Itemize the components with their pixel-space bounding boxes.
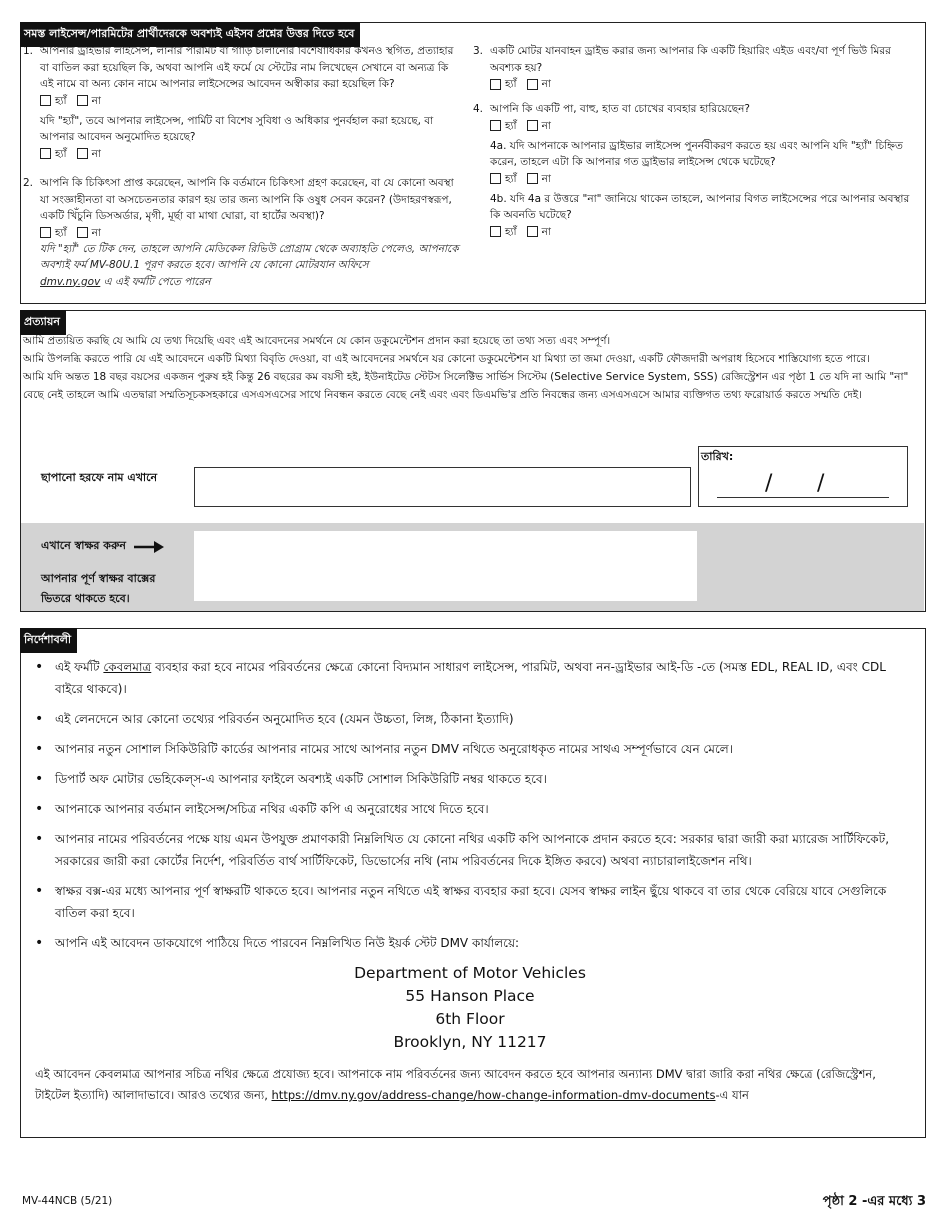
question-4-options: [490, 118, 913, 134]
instruction-1-post: ব্যবহার করা হবে নামের পরিবর্তনের ক্ষেত্রে কোনো বিদ্যমান সাধারণ লাইসেন্স, পারমিট, অথবা নন-ড্রাইভার আই-ডি -তে (সমস্ত EDL, REAL ID, এবং CDL বাইরে থাকবে)।: [55, 660, 886, 696]
question-3-number: 3.: [473, 45, 484, 57]
signature-box[interactable]: [194, 531, 697, 601]
footer-note-end: -এ যান: [715, 1088, 749, 1102]
instructions-list: [35, 656, 905, 1106]
q4a-no-checkbox[interactable]: [527, 173, 538, 184]
instructions-footer-note: [35, 1064, 905, 1106]
instruction-8-text: আপনি এই আবেদন ডাকযোগে পাঠিয়ে দিতে পারবেন নিম্নলিখিত নিউ ইয়র্ক স্টেট DMV কার্যালয়ে:: [55, 936, 520, 950]
bullet: •: [35, 883, 44, 899]
dmv-info-link[interactable]: https://dmv.ny.gov/address-change/how-change-information-dmv-documents: [271, 1088, 716, 1102]
questions-section: [20, 22, 926, 304]
q4a-yes-label: হ্যাঁ: [505, 172, 517, 185]
address-line: Department of Motor Vehicles: [354, 964, 586, 982]
instruction-6-text: আপনার নামের পরিবর্তনের পক্ষে যায় এমন উপযুক্ত প্রমাণকারী নিম্নলিখিত যে কোনো নথির একটি কপি আপনাকে প্রদান করতে হবে: সরকার দ্বারা জারী করা ম্যারেজ সার্টিফিকেট, সরকারের জারী করা কোর্টের নির্দেশ, পরিবর্তিত বার্থ সার্টিফিকেট, ডিভোর্সের নথি (নাম পরিবর্তনের দিকে ইঙ্গিত করবে) অথবা ন্যাচারালাইজেশন নথি।: [55, 832, 890, 868]
question-4: [473, 101, 913, 240]
dmv-link[interactable]: dmv.ny.gov: [40, 275, 101, 288]
bullet: •: [35, 741, 44, 757]
question-2-options: [40, 225, 463, 241]
q4-yes-checkbox[interactable]: [490, 120, 501, 131]
q4b-no-label: না: [541, 225, 551, 238]
q4-yes-label: হ্যাঁ: [505, 119, 517, 132]
instruction-3-text: আপনার নতুন সোশাল সিকিউরিটি কার্ডের আপনার নামের সাথে আপনার নতুন DMV নথিতে অনুরোধকৃত নামের সাথএ সম্পূর্ণভাবে যেন মেলে।: [55, 742, 734, 756]
signature-area: [21, 523, 924, 611]
mailing-address: [35, 962, 905, 1054]
instruction-1-text: [55, 656, 905, 700]
question-3-options: [490, 76, 913, 92]
instruction-5-text: আপনাকে আপনার বর্তমান লাইসেন্স/সচিত্র নথির একটি কপি এ অনুরোধের সাথে দিতে হবে।: [55, 802, 489, 816]
q1-no-label: না: [91, 94, 101, 107]
q1f-yes-checkbox[interactable]: [40, 148, 51, 159]
question-2: [23, 175, 463, 290]
form-id: MV-44NCB (5/21): [22, 1195, 113, 1207]
q2-no-checkbox[interactable]: [77, 227, 88, 238]
q2-note-text: যদি "হ্যাঁ" তে টিক দেন, তাহলে আপনি মেডিকেল রিভিউ প্রোগ্রাম থেকে অব্যাহতি পেলেও, আপনাকে অবশ্যই ফর্ম MV-80U.1 পূরণ করতে হবে। আপনি যে কোনো মোটরযান অফিসে: [40, 242, 459, 271]
attestation-text: [23, 332, 921, 404]
question-2-number: 2.: [23, 177, 34, 189]
q3-yes-checkbox[interactable]: [490, 79, 501, 90]
instruction-6: [35, 828, 905, 872]
q1-yes-label: হ্যাঁ: [55, 94, 67, 107]
question-1-number: 1.: [23, 45, 34, 57]
instruction-4: [35, 768, 905, 790]
q4a-yes-checkbox[interactable]: [490, 173, 501, 184]
bullet: •: [35, 711, 44, 727]
instruction-7-text: স্বাক্ষর বক্স-এর মধ্যে আপনার পূর্ণ স্বাক্ষরটি থাকতে হবে। আপনার নতুন নথিতে এই স্বাক্ষর ব্যবহার করা হবে। যেসব স্বাক্ষর লাইন ছুঁয়ে থাকবে বা তার থেকে বেরিয়ে যাবে সেগুলিকে বাতিল করা হবে।: [55, 884, 887, 920]
address-line: 55 Hanson Place: [405, 987, 535, 1005]
q4b-yes-label: হ্যাঁ: [505, 225, 517, 238]
question-4b-text: 4b. যদি 4a র উত্তরে "না" জানিয়ে থাকেন তাহলে, আপনার বিগত লাইসেন্সের পরে আপনার অবস্থার কি অবনতি ঘটেছে?: [490, 192, 910, 221]
address-line: Brooklyn, NY 11217: [393, 1033, 547, 1051]
arrow-right-icon: [134, 541, 164, 553]
page-number: পৃষ্ঠা 2 -এর মধ্যে 3: [822, 1194, 926, 1209]
instruction-1-emphasis: কেবলমাত্র: [103, 660, 152, 674]
q4a-no-label: না: [541, 172, 551, 185]
question-4a-text: 4a. যদি আপনাকে আপনার ড্রাইভার লাইসেন্স পুনর্নবীকরণ করতে হয় এবং আপনি যদি "হ্যাঁ" চিহ্নিত করেন, তাহলে এটা কি আপনার গত ড্রাইভার লাইসেন্স থেকে ঘটেছে?: [490, 139, 903, 168]
question-1-options: [40, 93, 463, 109]
question-3: [473, 43, 913, 92]
date-underline: [717, 497, 889, 498]
instruction-7: [35, 880, 905, 924]
instruction-5: [35, 798, 905, 820]
instruction-2: [35, 708, 905, 730]
q3-no-checkbox[interactable]: [527, 79, 538, 90]
q4-no-checkbox[interactable]: [527, 120, 538, 131]
question-4-text: আপনি কি একটি পা, বাহু, হাত বা চোখের ব্যবহার হারিয়েছেন?: [490, 103, 750, 115]
question-3-text: একটি মোটর যানবাহন ড্রাইভ করার জন্য আপনার কি একটি হিয়ারিং এইড এবং/বা পূর্ণ ভিউ মিরর অবশ্যক হয়?: [490, 45, 891, 74]
question-2-text: আপনি কি চিকিৎসা প্রাপ্ত করেছেন, আপনি কি বর্তমানে চিকিৎসা গ্রহণ করেছেন, বা যে কোনো অবস্থা যা সংজ্ঞাহীনতা বা অসচেতনতার কারণ হয় তার জন্য আপনি কি ওষুধ সেবন করেন? (উদাহরণস্বরূপ, একটি খিঁচুনি ডিসঅর্ডার, মৃগী, মূর্ছা বা মাথা ঘোরা, বা হার্টের অবস্থা)?: [40, 177, 454, 222]
bullet: •: [35, 935, 44, 951]
q1f-no-checkbox[interactable]: [77, 148, 88, 159]
instructions-header: নির্দেশাবলী: [20, 628, 77, 653]
instructions-section: [20, 628, 926, 1138]
q4b-no-checkbox[interactable]: [527, 226, 538, 237]
q2-yes-label: হ্যাঁ: [55, 226, 67, 239]
q2-no-label: না: [91, 226, 101, 239]
sign-here-label: [41, 537, 164, 556]
question-1-followup-options: [40, 146, 463, 162]
instruction-2-text: এই লেনদেনে আর কোনো তথ্যের পরিবর্তন অনুমোদিত হবে (যেমন উচ্চতা, লিঙ্গ, ঠিকানা ইত্যাদি): [55, 712, 514, 726]
questions-header: সমস্ত লাইসেন্স/পারমিটের প্রার্থীদেরকে অবশ্যই এইসব প্রশ্নের উত্তর দিতে হবে: [20, 22, 360, 47]
bullet: •: [35, 831, 44, 847]
instruction-8: [35, 932, 905, 954]
q1-yes-checkbox[interactable]: [40, 95, 51, 106]
attestation-p2: আমি উপলব্ধি করতে পারি যে এই আবেদনে একটি মিথ্যা বিবৃতি দেওয়া, বা এই আবেদনের সমর্থনে যর কোনো ডকুমেন্টেশন যা মিথ্যা তা জমা দেওয়া, একটি ফৌজদারী অপরাধ হিসেবে শাস্তিযোগ্য হতে পারে।: [23, 353, 870, 365]
q4-no-label: না: [541, 119, 551, 132]
question-1: [23, 43, 463, 162]
date-separator-1: /: [765, 471, 773, 496]
attestation-section: [20, 310, 926, 612]
q1f-no-label: না: [91, 147, 101, 160]
attestation-p1: আমি প্রত্যয়িত করছি যে আমি যে তথ্য দিয়েছি এবং এই আবেদনের সমর্থনে যে কোন ডকুমেন্টেশন প্রদান করা হয়েছে তা তথ্য সত্য এবং সম্পূর্ণ।: [23, 335, 611, 347]
q3-yes-label: হ্যাঁ: [505, 78, 517, 90]
question-1-followup: যদি "হ্যাঁ", তবে আপনার লাইসেন্স, পার্মিট বা বিশেষ সুবিধা ও অধিকার পুনর্বহাল করা হয়েছে, বা আপনার আবেদন অনুমোদিত হয়েছে?: [40, 114, 434, 143]
bullet: •: [35, 771, 44, 787]
attestation-header: প্রত্যায়ন: [20, 310, 66, 335]
question-4b-options: [490, 224, 913, 240]
q3-no-label: না: [541, 78, 551, 90]
q1-no-checkbox[interactable]: [77, 95, 88, 106]
date-field[interactable]: [698, 446, 908, 507]
q2-note-end: এ এই ফর্মটি পেতে পারেন: [100, 275, 211, 288]
date-separator-2: /: [817, 471, 825, 496]
instruction-1: [35, 656, 905, 700]
instruction-4-text: ডিপার্ট অফ মোটার ভেহিকেল্স-এ আপনার ফাইলে অবশ্যই একটি সোশাল সিকিউরিটি নম্বর থাকতে হবে।: [55, 772, 547, 786]
instruction-1-pre: এই ফর্মটি: [55, 660, 104, 674]
address-line: 6th Floor: [435, 1010, 505, 1028]
instruction-3: [35, 738, 905, 760]
signature-note: আপনার পূর্ণ স্বাক্ষর বাক্সের ভিতরে থাকতে হবে।: [41, 572, 156, 605]
bullet: •: [35, 801, 44, 817]
question-4-number: 4.: [473, 103, 484, 115]
date-label: তারিখ:: [701, 450, 734, 463]
question-4a-options: [490, 171, 913, 187]
sign-here-text: এখানে স্বাক্ষর করুন: [41, 539, 126, 552]
bullet: •: [35, 659, 44, 675]
q1f-yes-label: হ্যাঁ: [55, 147, 67, 160]
print-name-input[interactable]: [194, 467, 691, 507]
footer-note-text: এই আবেদন কেবলমাত্র আপনার সচিত্র নথির ক্ষেত্রে প্রযোজ্য হবে। আপনাকে নাম পরিবর্তনের জন্য আবেদন করতে হবে আপনার অন্যান্য DMV দ্বারা জারি করা নথির ক্ষেত্রে (রেজিস্ট্রেশন, টাইটেল ইত্যাদি) আলাদাভাবে। আরও তথ্যের জন্য,: [35, 1067, 876, 1102]
q4b-yes-checkbox[interactable]: [490, 226, 501, 237]
question-2-note: [40, 241, 463, 291]
q2-yes-checkbox[interactable]: [40, 227, 51, 238]
print-name-label: ছাপানো হরফে নাম এখানে: [41, 471, 158, 484]
attestation-p3: আমি যদি অন্তত 18 বছর বয়সের একজন পুরুষ হই কিন্তু 26 বছরের কম বয়সী হই, ইউনাইটেড স্টেটস সিলেক্টিভ সার্ভিস সিস্টেম (Selective Service System, SSS) রেজিস্ট্রেশন এর পৃষ্ঠা 1 তে যদি না আমি "না" বেছে নেই তাহলে আমি এতদ্বারা সম্মতিসূচকসহকারে এসএসএসের সাথে নিবন্ধন করতে বেছে নেই এবং এবং ডিএমভি'র প্রতি নিবন্ধের জন্য এসএসএসে আমার ব্যক্তিগত তথ্য ফরোয়ার্ড করতে সম্মতি দেই।: [23, 371, 909, 401]
question-1-text: আপনার ড্রাইভার লাইসেন্স, লার্নার পারমিট বা গাড়ি চালানোর বিশেষাধিকার কখনও স্থগিত, প্রত্যাহার বা বাতিল করা হয়েছিল কি, অথবা আপনি এই ফর্মে যে স্টেটের নাম লিখেছেন সেখানে বা অন্যত্র কি এই নামে বা অন্য কোন নামে আপনার লাইসেন্সের আবেদন অস্বীকার করা হয়েছিল কি?: [40, 45, 454, 90]
